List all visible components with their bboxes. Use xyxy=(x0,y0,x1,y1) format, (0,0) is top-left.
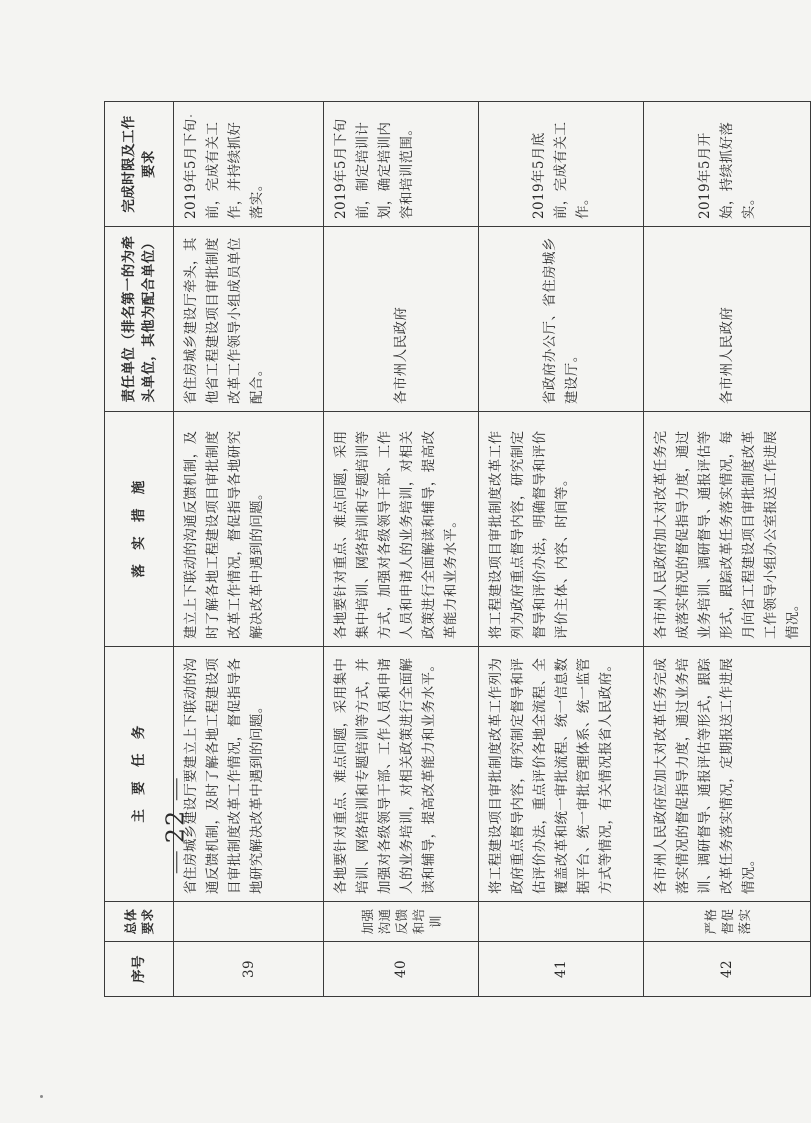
row-no: 39 xyxy=(174,942,324,997)
row-task: 省住房城乡建设厅要建立上下联动的沟通反馈机制，及时了解各地工程建设项目审批制度改革工作情况，督促指导各地研究解决改革中遇到的问题。 xyxy=(174,647,324,902)
header-measure: 落 实 措 施 xyxy=(105,412,174,647)
task-table xyxy=(104,101,811,997)
table-row xyxy=(479,102,644,997)
header-no: 序号 xyxy=(105,942,174,997)
row-time: 2019年5月底前，完成有关工作。 xyxy=(479,102,644,227)
row-unit: 省住房城乡建设厅牵头，其他省工程建设项目审批制度改革工作领导小组成员单位配合。 xyxy=(174,227,324,412)
header-task: 主 要 任 务 xyxy=(105,647,174,902)
table-wrapper xyxy=(104,115,801,997)
row-category xyxy=(479,902,644,942)
page-number xyxy=(161,771,189,882)
table-row xyxy=(324,102,479,997)
row-time: 2019年5月开始，持续抓好落实。 xyxy=(644,102,811,227)
table-row xyxy=(174,102,324,997)
row-measure: 将工程建设项目审批制度改革工作列为政府重点督导内容，研究制定督导和评价办法，明确督导和评价评价主体、内容、时间等。 xyxy=(479,412,644,647)
row-measure: 建立上下联动的沟通反馈机制，及时了解各地工程建设项目审批制度改革工作情况，督促指导各地研究解决改革中遇到的问题。 xyxy=(174,412,324,647)
row-no: 42 xyxy=(644,942,811,997)
row-unit: 各市州人民政府 xyxy=(644,227,811,412)
scan-speck xyxy=(40,1095,43,1098)
header-time: 完成时限及工作要求 xyxy=(105,102,174,227)
row-category xyxy=(174,902,324,942)
row-unit: 各市州人民政府 xyxy=(324,227,479,412)
header-unit: 责任单位（排名第一的为牵头单位，其他为配合单位） xyxy=(105,227,174,412)
row-measure: 各地要针对重点、难点问题，采用集中培训、网络培训和专题培训等方式，加强对各级领导干部、工作人员和申请人的业务培训，对相关政策进行全面解读和辅导，提高改革能力和业务水平。 xyxy=(324,412,479,647)
row-task: 将工程建设项目审批制度改革工作列为政府重点督导内容，研究制定督导和评估评价办法，重点评价各地全流程、全覆盖改革和统一审批流程、统一信息数据平台、统一审批管理体系、统一监管方式等情况，有关情况报省人民政府。 xyxy=(479,647,644,902)
row-category: 加强沟通反馈和培训 xyxy=(324,902,479,942)
scan-speck xyxy=(190,115,192,117)
row-no: 41 xyxy=(479,942,644,997)
dash-right xyxy=(176,779,177,801)
row-task: 各市州人民政府应加大对改革任务完成落实情况的督促指导力度，通过业务培训、调研督导、通报评估等形式，跟踪改革任务落实情况，定期报送工作进展情况。 xyxy=(644,647,811,902)
table-row xyxy=(644,102,811,997)
row-time: 2019年5月下旬前，制定培训计划，确定培训内容和培训范围。 xyxy=(324,102,479,227)
dash-left xyxy=(176,851,177,873)
row-category: 严格督促落实 xyxy=(644,902,811,942)
rotated-page xyxy=(104,115,801,997)
row-unit: 省政府办公厅、省住房城乡建设厅。 xyxy=(479,227,644,412)
row-measure: 各市州人民政府加大对改革任务完成落实情况的督促指导力度，通过业务培训、调研督导、通报评估等形式，跟踪改革任务落实情况，每月向省工程建设项目审批制度改革工作领导小组办公室报送工作进展情况。 xyxy=(644,412,811,647)
row-no: 40 xyxy=(324,942,479,997)
header-category: 总体要求 xyxy=(105,902,174,942)
row-task: 各地要针对重点、难点问题，采用集中培训、网络培训和专题培训等方式，并加强对各级领导干部、工作人员和申请人的业务培训，对相关政策进行全面解读和辅导，提高改革能力和业务水平。 xyxy=(324,647,479,902)
row-time: 2019年5月下旬前，完成有关工作，并持续抓好落实。 xyxy=(174,102,324,227)
page-number-text: 22 xyxy=(161,808,190,844)
